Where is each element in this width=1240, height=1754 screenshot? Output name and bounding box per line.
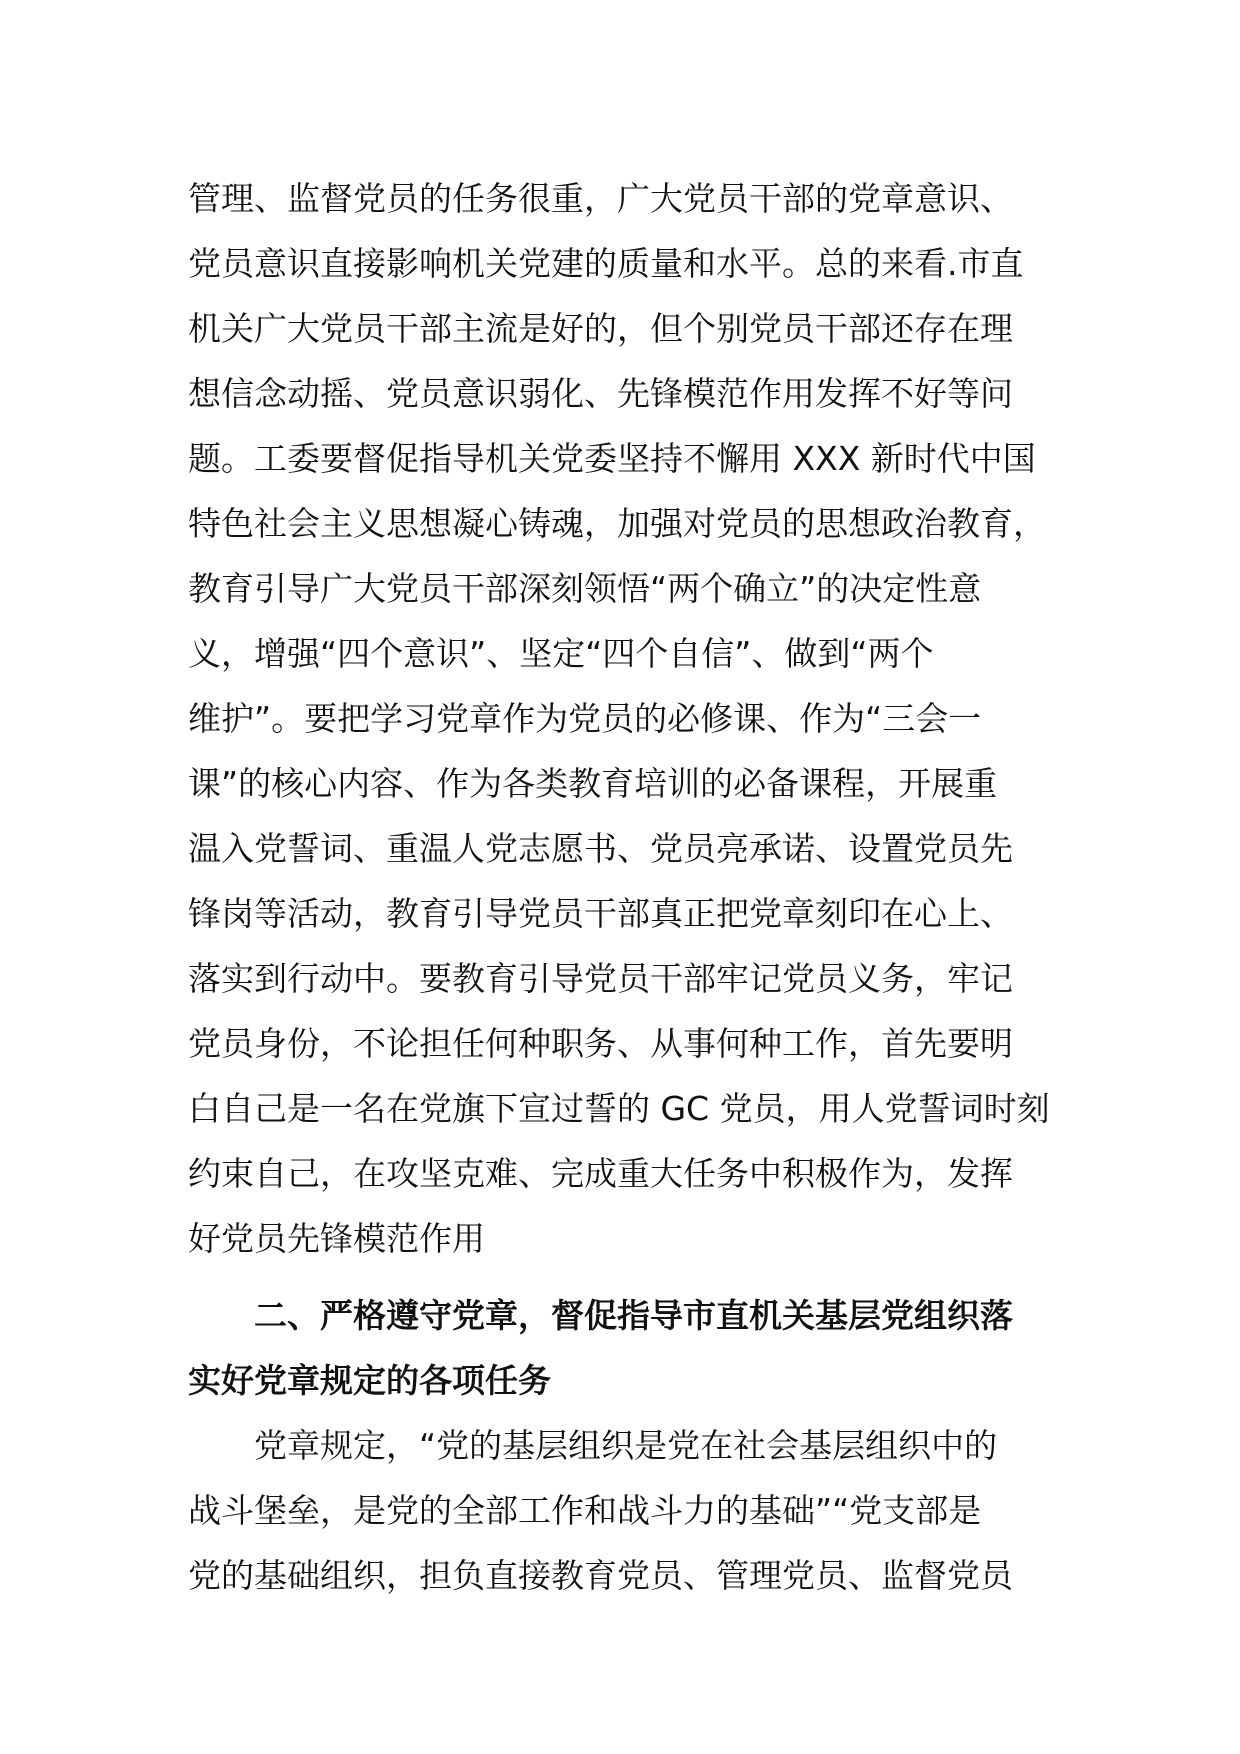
text-line: 落实到行动中。要教育引导党员干部牢记党员义务，牢记 bbox=[188, 959, 1013, 998]
text-line: 党员身份，不论担任何种职务、从事何种工作，首先要明 bbox=[188, 1024, 1013, 1063]
text-line: 锋岗等活动，教育引导党员干部真正把党章刻印在心上、 bbox=[188, 894, 1013, 933]
text-line: 好党员先锋模范作用 bbox=[188, 1219, 485, 1258]
heading-line: 二、严格遵守党章，督促指导市直机关基层党组织落 bbox=[254, 1296, 1013, 1335]
heading-line: 实好党章规定的各项任务 bbox=[188, 1361, 551, 1400]
text-line: 约束自己，在攻坚克难、完成重大任务中积极作为，发挥 bbox=[188, 1154, 1013, 1193]
text-line: 义，增强“四个意识”、坚定“四个自信”、做到“两个 bbox=[188, 634, 934, 673]
text-line: 维护”。要把学习党章作为党员的必修课、作为“三会一 bbox=[188, 699, 982, 738]
text-line: 管理、监督党员的任务很重，广大党员干部的党章意识、 bbox=[188, 179, 1013, 218]
text-line: 特色社会主义思想凝心铸魂，加强对党员的思想政治教育， bbox=[188, 504, 1046, 543]
text-line: 机关广大党员干部主流是好的，但个别党员干部还存在理 bbox=[188, 309, 1013, 348]
text-line: 教育引导广大党员干部深刻领悟“两个确立”的决定性意 bbox=[188, 569, 982, 608]
body-paragraph bbox=[188, 1413, 1068, 1608]
text-line: 党员意识直接影响机关党建的质量和水平。总的来看.市直 bbox=[188, 244, 1024, 283]
text-line: 题。工委要督促指导机关党委坚持不懈用 XXX 新时代中国 bbox=[188, 439, 1036, 478]
body-paragraph bbox=[188, 166, 1068, 1271]
text-line: 党章规定，“党的基层组织是党在社会基层组织中的 bbox=[254, 1426, 998, 1465]
text-line: 党的基础组织，担负直接教育党员、管理党员、监督党员 bbox=[188, 1556, 1013, 1595]
text-line: 战斗堡垒，是党的全部工作和战斗力的基础”“党支部是 bbox=[188, 1491, 982, 1530]
text-line: 课”的核心内容、作为各类教育培训的必备课程，开展重 bbox=[188, 764, 998, 803]
text-line: 想信念动摇、党员意识弱化、先锋模范作用发挥不好等问 bbox=[188, 374, 1013, 413]
text-line: 温入党誓词、重温人党志愿书、党员亮承诺、设置党员先 bbox=[188, 829, 1013, 868]
text-line: 白自己是一名在党旗下宣过誓的 GC 党员，用人党誓词时刻 bbox=[188, 1089, 1050, 1128]
section-heading bbox=[188, 1283, 1068, 1413]
